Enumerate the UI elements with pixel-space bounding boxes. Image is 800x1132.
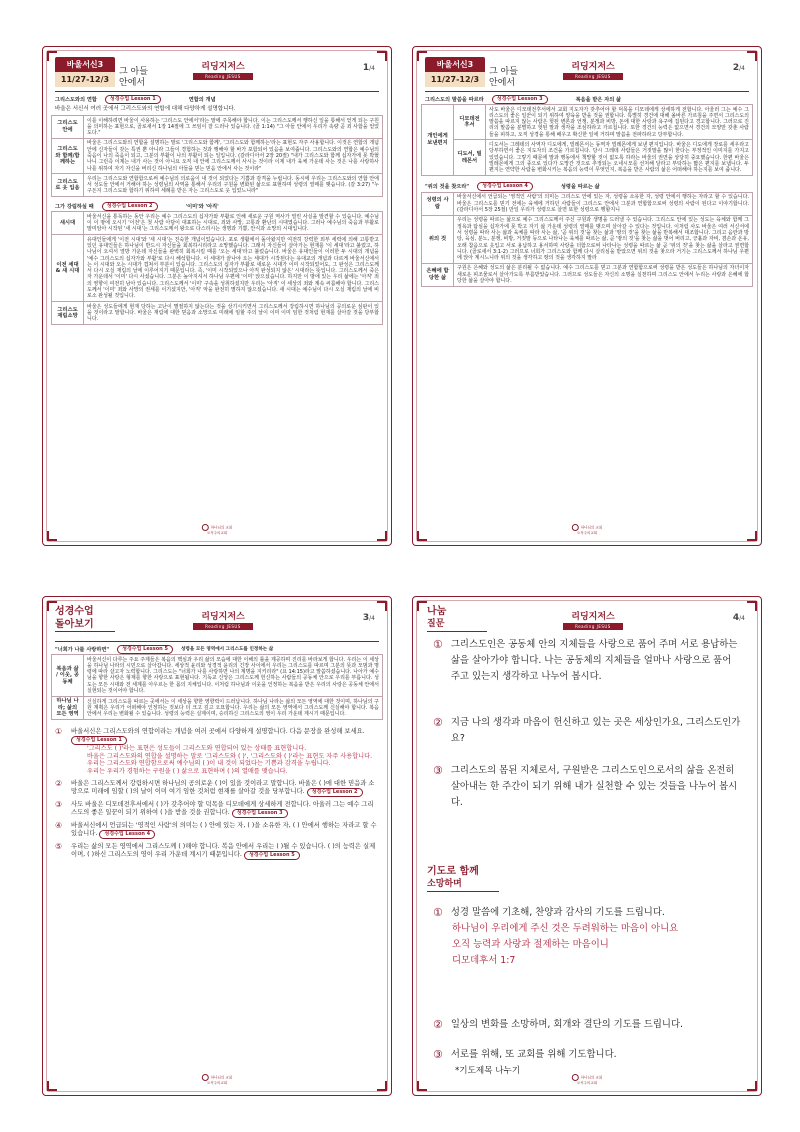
church-logo-icon [572,524,579,531]
page-number: 4/4 [732,613,745,623]
page-number: 3/4 [362,613,375,623]
lesson-pill: 성경수업 Lesson 5 [244,851,300,860]
lesson-pill: 성경수업 Lesson 4 [477,182,533,191]
subject-title: 그 아들 안에서 [489,67,518,88]
brand-logo: 리딩지저스 Reading JESUS [563,59,623,80]
section-header: "너희가 나를 사랑하면" 성경수업 Lesson 5 성령을 모든 영역에서 그리스도를 인정하는 삶 [55,645,274,653]
table-row: 그리스도 안에 이를 이해하려면 바울이 사용하는 '그리스도 안에서'라는 말에 주목해야 합니다. 이는 그리스도께서 행하신 일을 통해서 얻게 되는 구원을 의미하는 표현으로, 골로새서 1장 14절에 그 쓰임이 잘 드러나 있습니다. (골 1:14) "그 아들 안에서 우리가 속량 곧 죄 사함을 얻었도다." [52,116,383,139]
church-logo: 하나님의 교회 오직주의교회 [572,524,602,536]
section-header: 그리스도의 말씀을 따르라 성경수업 Lesson 3 복음을 받은 자의 삶 [425,95,622,103]
book-badge: 바울서신3 11/27-12/3 [425,57,485,87]
lesson-pill: 성경수업 Lesson 5 [117,645,173,654]
table-row: 이전 세대 & 새 시대 유대인들에게 '이전 시대'와 '새 시대'는 친숙한 개념이었습니다. 포로 생활에서 돌아왔지만 여전히 강력한 외부 세력에 의해 고통받고 있던 유대인들은 하나님이 반드시 자신들을 회복하시리라고 소망했습니다. 그래서 자신들이 살아가는 현재를 '이 세대'라고 불렀고, 하나님이 오셔서 열방 가운데 자신들을 완벽히 회복시킬 때를 '오는 세대'라고 불렀습니다. 바울은 유대인들이 이러한 두 시대의 개념을 '예수 그리스도의 십자가와 부활'로 다시 해석합니다. 이 세대가 끝나야 오는 세대가 시작된다는 유대교의 개념과 다르게 바울서신에서는 이 시대와 오는 시대가 겹쳐서 부분이 있습니다. 그리스도의 십자가 부활로 새로운 시대가 이미 시작되었어도, 그 완성은 그리스도께서 다시 오실 재림의 날에 이루어지기 때문입니다. 즉, '이미 시작되었으나 아직 완성되지 않은' 시대라는 뜻입니다. 그리스도께서 죽은 자 가운데서 '이미' 다시 사셨습니다. 그분은 높아지셔서 하나님 우편에 '이미' 앉으셨습니다. 하지만 이 땅에 있는 우리 삶에는 '아직' 죄의 영향이 여전히 남아 있습니다. 그리스도께서 '이미' 구속을 성취하셨지만 우리는 '아직' 이 세상의 죄와 계속 씨름해야 합니다. 그리스도께서 '이미' 죄와 사망의 권세를 이기셨지만, '아직' 악을 완전히 멸하지 않으셨습니다. 새 시대는 예수님이 다시 오실 재림의 날에 비로소 완성될 것입니다. [52,235,383,302]
table-row: 은혜에 합당한 삶 구원은 은혜와 성도의 삶은 분리될 수 없습니다. 예수 그리스도를 믿고 그분과 연합함으로써 성령을 받은 성도들은 하나님의 자녀이자 새로운 피조물로서 살아가도록 부름받았습니다. 그러므로 성도들은 자신의 소명을 실천하며 그리스도 안에서 누리는 사랑과 은혜에 합당한 삶을 살아야 합니다. [422,263,753,286]
table-row: 복음과 삶 / 이웃, 공동체 바울서신이 다루는 주요 주제들은 복음의 핵심과 우리 삶의 모습에 대한 이해의 틀을 제공하며 진리를 바라보게 합니다. 우리는 이 세상을 하나님 나라의 시민으로 살아갑니다. 세상적 윤리와 성경적 윤리의 긴장 사이에서 우리는 그리스도를 따르며 그분의 뜻과 모범과 명령에 따라 살고자 노력합니다. 그리스도는 "너희가 나를 사랑하면 나의 계명을 지키리라" (요 14:15)라고 말씀하셨습니다. 나아가 예수님을 향한 사랑은 형제를 향한 사랑으로 표현됩니다. 기독교 신앙은 그리스도께 헌신하는 사람들의 공동체 안으로 우리를 부릅니다. 성도는 모든 시대와 전 세계를 아우르는 한 몸의 지체입니다. 이처럼 하나님과 이웃을 인정하는 복음을 받은 우리의 사랑은 공동체 안에서 실현되는 것이어야 합니다. [52,655,383,697]
prayer-item: ③ 서로를 위해, 또 교회를 위해 기도합니다. *기도제목 나누기 [433,1048,617,1076]
table-row: 그리스도로 옷 입음 우리는 그리스도와 연합함으로써 예수님의 의로움이 내 것이 되었다는 기쁨과 감격을 누립니다. 동시에 우리는 그리스도와의 연합 안에서 성도들 안에서 거해야 하는 성령님의 사역을 통해서 우리의 구원을 변화된 삶으로 표현하며 성령의 열매를 맺습니다. (갈 3:27) "누구든지 그리스도와 합하기 위하여 세례를 받은 자는 그리스도로 옷 입었느니라" [52,174,383,197]
section-header: 그리스도와의 연합 성경수업 Lesson 1 연합의 개념 [55,95,216,103]
question-1: ① 바울서신은 그리스도와의 연합이라는 개념을 여러 곳에서 다양하게 설명합니다. 다음 문장을 완성해 보세요. 성경수업 Lesson 1 '그리스도 ( )'라는 표현은 성도들이 그리스도와 연합되어 있는 상태를 표현합니다. 바울은 그리스도와의 연합을 설명하는 말로 '그리스도와 ( )', '그리스도와 ( )'라는 표현도 자주 사용합니다. 우리는 그리스도와 연합함으로써 예수님의 ( )이 내 것이 되었다는 기쁨과 감격을 누립니다. 우리는 우리가 경험하는 구원을 ( ) 삶으로 표현하며 ( )의 열매를 맺습니다. [55,727,373,776]
table-row: 위의 것 우리는 성령을 따르는 삶으로 예수 그리스도께서 주신 구원과 생명을 드러낼 수 있습니다. 그리스도 안에 있는 성도는 육체와 함께 그 정욕과 탐심을 십자가에 못 박고 자기 삶 가운데 성령의 열매를 맺으며 살아갈 수 있다는 것입니다. 이처럼 사도 바울은 여러 서신서에서 성령을 따라 사는 삶과 육체를 따라 사는 삶, '곧 위의 것'을 찾는 삶과 '땅의 것'을 찾는 삶을 반복해서 대조합니다. 그리고 음란과 방탕, 육심, 분노, 분쟁, 비방, 거짓말 등으로 나타나는 육체를 따르는 삶, 곧 '땅의 것'을 찾는 삶을 벗어 버리고, 긍휼과 자비, 겸손과 온유, 오래 참음으로 옷입고 서로 용납하고 용서하며 사랑을 더함으로써 나타나는 성령을 따르는 삶 곧 '위의 것'을 찾는 삶을 살라고 권면합니다. (골로새서 3:1-2) 그러므로 너희가 그리스도와 함께 다시 살리심을 받았으면 위의 것을 찾으라 거기는 그리스도께서 하나님 우편에 앉아 계시느니라 위의 것을 생각하고 땅의 것을 생각하지 말라 [422,215,753,263]
prayer-item: ① 성경 말씀에 기초해, 찬양과 감사의 기도를 드립니다. 하나님이 우리에게 주신 것은 두려워하는 마음이 아니요 오직 능력과 사랑과 절제하는 마음이니 디모데후서 1:7 [433,905,743,969]
content-table [421,192,753,287]
brand-logo: 리딩지저스 Reading JESUS [563,609,623,630]
table-row: 성령의 사람 바울서신에서 언급되는 '영적인 사람'의 의미는 그리스도 안에 있는 자, 성령을 소유한 자, 성령 안에서 행하는 자라고 할 수 있습니다. 바울은 그리스도를 믿기 전에는 육체에 거하던 사람들이 그리스도 안에서 그분과 연합함으로써 성령의 사람이 된다고 이야기합니다. (갈라디아서 5장 25절) 만일 우리가 성령으로 살면 또한 성령으로 행할지니 [422,192,753,215]
prayer-title: 기도로 함께 소망하며 [427,865,499,892]
content-table [421,104,753,176]
question-2: ② 바울은 그리스도께서 강림하시면 하나님의 공의로운 ( )이 있을 것이라고 말합니다. 바울은 ( )에 대한 믿음과 소망으로 미래에 임할 ( )의 날이 이미 여기 임한 것처럼 현재를 살아갈 것을 당부합니다. 성경수업 Lesson 2 [55,778,375,795]
question-5: ⑤ 우리는 삶의 모든 영역에서 그리스도께 ( )해야 합니다. 복음 안에서 우리는 ( )될 수 있습니다. ( )의 능력은 실제이며, ( )하신 그리스도의 영이 우리 가운데 계시기 때문입니다. 성경수업 Lesson 5 [55,841,376,858]
content-table [51,654,383,720]
table-row: 새시대 바울서신을 통독하는 동안 우리는 예수 그리스도의 십자가와 부활로 인해 새로운 구원 역사가 열린 사실을 발견할 수 있습니다. 예수님이 이 땅에 오시기 '이전'은 첫 사람 아담이 대표하는 시대로, 죄와 사망, 고통과 환난의 시대였습니다. 그러나 예수님의 죽음과 부활로 말미암아 시작된 '새 시대'는 그리스도께서 왕으로 다스리시는 생명과 기쁨, 안식과 소망의 시대입니다. [52,212,383,235]
church-logo: 하나님의 교회 오직주의교회 [202,524,232,536]
lesson-pill: 성경수업 Lesson 4 [99,830,155,839]
group-label: 개인에게 보낸편지 [422,105,454,176]
content-table [51,211,383,325]
prayer-item: ② 일상의 변화를 소망하며, 회개와 결단의 기도를 드립니다. [433,1018,684,1031]
section-header: "위의 것을 찾으라" 성경수업 Lesson 4 성령을 따르는 삶 [425,183,600,191]
lesson-pill: 성경수업 Lesson 3 [492,95,548,104]
table-row: 그리스도와 함께/함께하는 바울은 그리스도와의 연합을 설명하는 말로 '그리스도와 함께', '그리스도와 함께하는'라는 표현도 자주 사용합니다. 이것은 연합의 개념 안에 신자들이 갖는 특권 뿐 아니라 그들이 경험하는 것과 행해야 할 바가 포함되어 있음을 보여줍니다. 그리스도와의 연합은 예수님의 죽음이 나의 죽음이 되고, 그분의 부활이 나의 부활이 되는 일입니다. (갈라디아서 2장 20절) "내가 그리스도와 함께 십자가에 못 박혔나니 그런즉 이제는 내가 사는 것이 아니요 오직 내 안에 그리스도께서 사시는 것이라 이제 내가 육체 가운데 사는 것은 나를 사랑하사 나를 위하여 자기 자신을 버리신 하나님의 아들을 믿는 믿음 안에서 사는 것이라" [52,138,383,173]
section-header: 그가 강림하실 때 성경수업 Lesson 2 '이미'와 '아직' [55,202,219,210]
intro-text: 바울은 서신서 여러 곳에서 그리스도와의 연합에 대해 다양하게 설명합니다. [55,106,236,112]
discussion-question: ③ 그리스도의 몸된 지체로서, 구원받은 그리스도인으로서의 삶을 온전히 살아내는 한 주간이 되기 위해 내가 실천할 수 있는 것들을 나누어 봅시다. [433,764,738,808]
lesson-pill: 성경수업 Lesson 3 [232,809,288,818]
table-row: 그리스도 재림소망 바울은 성도들에게 현재 당하는 고난이 멸절하지 않는다는 것을 상기시키면서 그리스도께서 강림하시면 하나님의 공의로운 심판이 있을 것이라고 말합니다. 바울은 재림에 대한 믿음과 소망으로 미래에 임할 주의 날이 이미 이미 임한 것처럼 현재를 살아갈 것을 당부합니다. [52,302,383,325]
table-row: 개인에게 보낸편지 디모데전후서 사도 바울은 디모데전후서에서 교회 지도자가 갖추어야 할 덕목을 디모데에게 상세하게 전합니다. 아울러 그는 예수 그리스도의 좋은 일꾼이 되기 위하여 양육을 받을 것을 권합니다. 특별히 경건에 대해 올바른 가르침을 주면서 그리스도의 말씀을 따르지 않는 사람은 헛된 변론과 언쟁, 분쟁과 비방, 돈에 대한 사랑과 욕구에 집된다고 경고합니다. 그러므로 진리의 말씀을 분별하고 헛된 말과 생각을 조심하라고 가르칩니다. 또한 경건의 능력은 없으면서 경건의 모양만 갖춘 사람들을 피하고, 오직 성경을 통해 배우고 확신한 일에 거하며 말씀을 전파하라고 당부합니다. [422,105,753,140]
content-table [51,115,383,197]
page-1 [42,46,392,546]
lesson-pill: 성경수업 Lesson 2 [307,788,363,797]
brand-logo: 리딩지저스 Reading JESUS [193,609,253,630]
page-3 [42,596,392,1096]
table-row: 하나님 나라; 삶의 모든 영역 신실하게 그리스도를 따르는 곳에서는 이 세상을 향한 영향력이 드러납니다. 하나님 나라는 삶의 모든 영역에 대한 것이며, 하나님의 구원 계획은 우리가 어떠해야 인정하는 것보다 더 크고 깊고 오묘합니다. 우리는 삶의 모든 영역에서 그리스도께 신실해야 합니다. 복음 안에서 우리는 변화될 수 있습니다. 성령의 능력은 실제이며, 승리하신 그리스도의 영이 우리 가운데 계시기 때문입니다. [52,696,383,720]
bible-verse: 하나님이 우리에게 주신 것은 두려워하는 마음이 아니요 [452,923,679,934]
page-number: 1/4 [362,63,375,73]
church-logo: 하나님의 교회 오직주의교회 [572,1074,602,1086]
review-questions [51,726,383,865]
discussion-question: ② 지금 나의 생각과 마음이 헌신하고 있는 곳은 세상인가요, 그리스도인가요? [433,716,741,744]
church-logo-icon [202,1074,209,1081]
lesson-pill: 성경수업 Lesson 1 [105,95,161,104]
book-badge: 바울서신3 11/27-12/3 [55,57,115,87]
brand-logo: 리딩지저스 Reading JESUS [193,59,253,80]
sharing-title: 나눔 질문 [427,605,487,632]
table-row: 디도서, 빌레몬서 디도서는 그레데의 사역자 디도에게, 빌레몬서는 동역자 빌레몬에게 보낸 편지입니다. 바울은 디도에게 장로를 세우라고 당부하면서 좋은 지도자의 조건을 가르칩니다. 당시 그레데 사람들은 거짓말을 많이 한다는 부정적인 이미지를 가지고 있었습니다. 그렇기 때문에 말과 행동에서 책망할 것이 없도록 하라는 바울의 권면을 상당히 중요했습니다. 한편 바울은 빌레몬에게 그의 종으로 있다가 도망간 것으로 추정되는 오네시모를 선처해 달라고 부탁하는 짧은 편지를 보냅니다. 두 편지는 연약한 사람을 변화시키는 복음의 능력이 무엇인지, 복음을 받은 사람의 삶은 어떠해야 하는지를 보여 줍니다. [422,140,753,175]
page-2 [412,46,762,546]
discussion-question: ① 그리스도인은 공동체 안의 지체들을 사랑으로 품어 주며 서로 용납하는 삶을 살아가야 합니다. 나는 공동체의 지체들을 얼마나 사랑으로 품어 주고 있는지 생각하고 나누어 봅시다. [433,638,738,682]
page-4 [412,596,762,1096]
church-logo: 하나님의 교회 오직주의교회 [202,1074,232,1086]
lesson-pill: 성경수업 Lesson 1 [71,736,127,745]
page-number: 2/4 [732,63,745,73]
church-logo-icon [202,524,209,531]
page-title: 성경수업 돌아보기 [55,605,115,632]
question-3: ③ 사도 바울은 디모데전후서에서 ( )가 갖추어야 할 덕목을 디모데에게 상세하게 전합니다. 아울러 그는 예수 그리스도의 좋은 일꾼이 되기 위하여 ( )을 받을 것을 권합니다. 성경수업 Lesson 3 [55,799,374,816]
question-4: ④ 바울서신에서 언급되는 '영적인 사람'의 의미는 ( ) 안에 있는 자, ( )을 소유한 자, ( ) 안에서 행하는 자라고 할 수 있습니다. 성경수업 Lesson 4 [55,820,377,837]
subject-title: 그 아들 안에서 [119,67,148,88]
church-logo-icon [572,1074,579,1081]
lesson-pill: 성경수업 Lesson 2 [102,202,158,211]
